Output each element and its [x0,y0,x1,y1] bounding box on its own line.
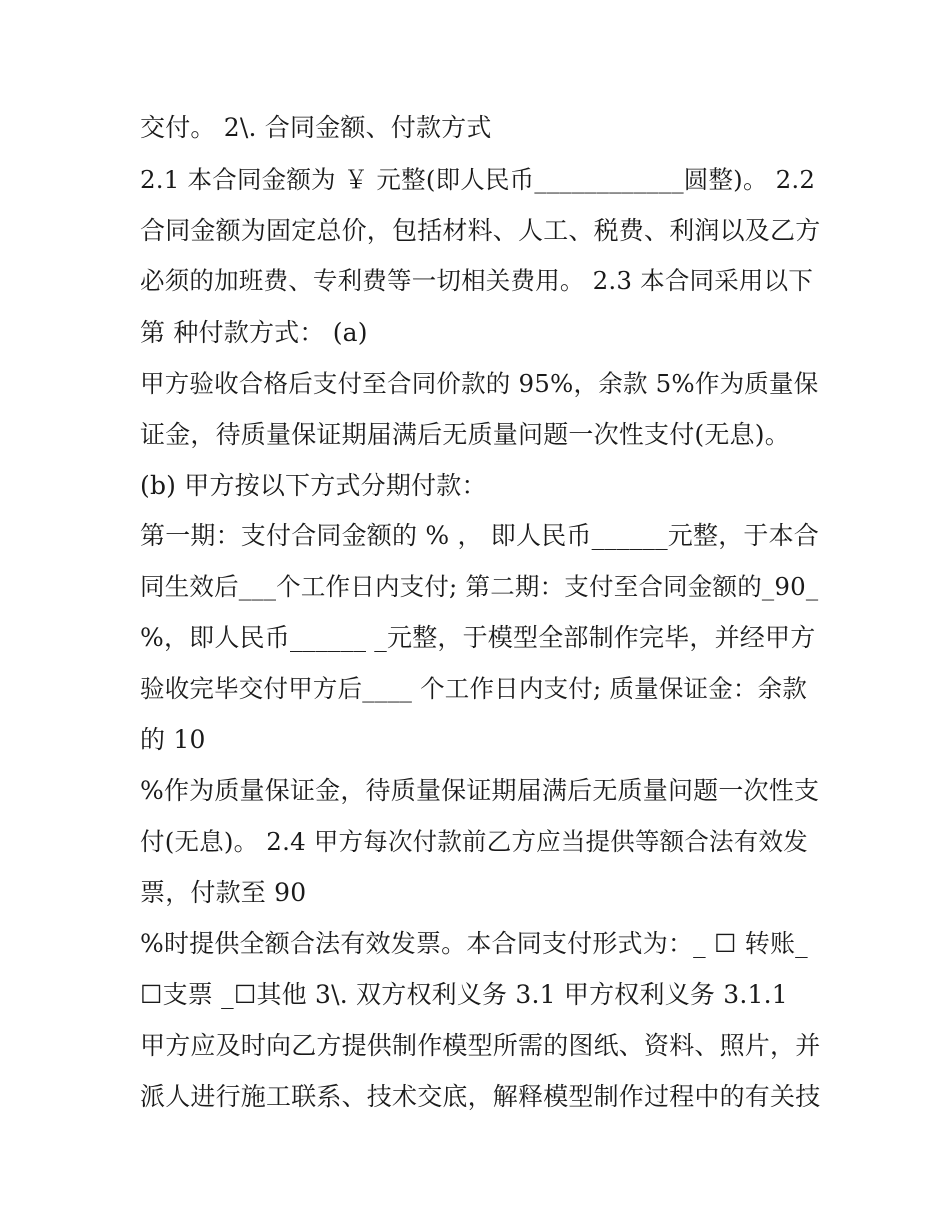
text-line: %作为质量保证金，待质量保证期届满后无质量问题一次性支 [140,776,820,805]
text-line: 证金，待质量保证期届满后无质量问题一次性支付(无息)。 [140,420,790,449]
text-line: 付(无息)。 2.4 甲方每次付款前乙方应当提供等额合法有效发 [140,827,808,856]
text-line: 第一期：支付合同金额的 % ， 即人民币______元整，于本合 [140,521,819,550]
text-line: 同生效后___个工作日内支付; 第二期：支付至合同金额的_90_ [140,572,819,601]
text-line: 必须的加班费、专利费等一切相关费用。 2.3 本合同采用以下 [140,266,814,295]
text-line: 2.1 本合同金额为 ￥ 元整(即人民币____________圆整)。 2.2 [140,165,816,194]
text-line: 甲方验收合格后支付至合同价款的 95%，余款 5%作为质量保 [140,369,819,398]
text-line: 验收完毕交付甲方后____ 个工作日内支付; 质量保证金：余款 [140,674,808,703]
text-line: 交付。 2\. 合同金额、付款方式 [140,113,492,142]
text-line: 甲方应及时向乙方提供制作模型所需的图纸、资料、照片，并 [140,1031,821,1060]
text-line: %，即人民币______ _元整，于模型全部制作完毕，并经甲方 [140,623,816,652]
text-line: 第 种付款方式： (a) [140,318,368,347]
text-line: 合同金额为固定总价，包括材料、人工、税费、利润以及乙方 [140,216,821,245]
text-line: 的 10 [140,725,206,754]
text-line: (b) 甲方按以下方式分期付款： [140,471,487,500]
text-line: 票，付款至 90 [140,878,307,907]
text-line: 派人进行施工联系、技术交底，解释模型制作过程中的有关技 [140,1082,821,1111]
text-line: %时提供全额合法有效发票。本合同支付形式为：_ ☐ 转账_ [140,929,808,958]
text-line: ☐支票 _☐其他 3\. 双方权利义务 3.1 甲方权利义务 3.1.1 [140,980,788,1009]
